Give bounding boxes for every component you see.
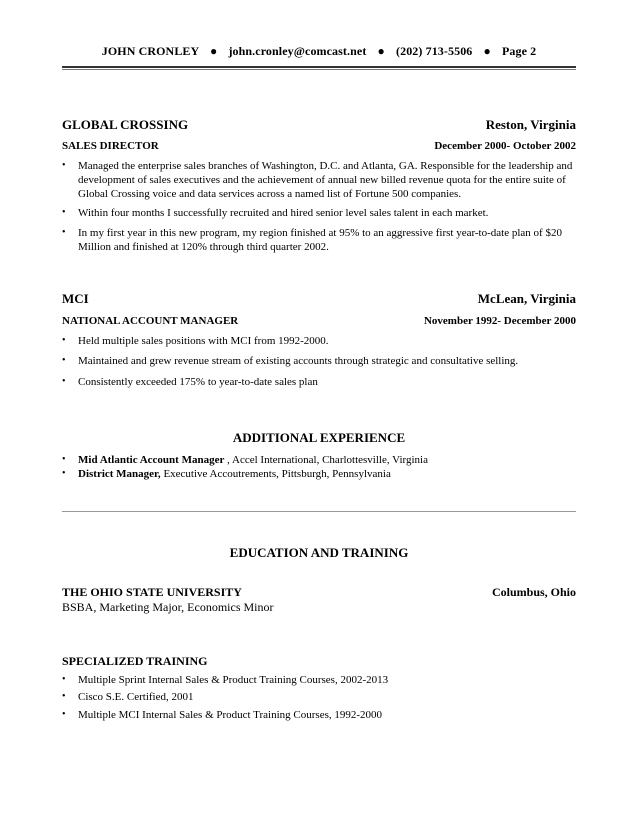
bullet-text: Managed the enterprise sales branches of Washington, D.C. and Atlanta, GA. Responsible for the leadership and development of sales executives and the achievement of annual new billed revenue quota for the entire suite of Global Crossing voice and data services across a named list of Fortune 500 companies. (78, 160, 573, 200)
bullet-text: Held multiple sales positions with MCI from 1992-2000. (78, 335, 329, 347)
header-page-number: Page 2 (501, 44, 537, 58)
job-bullet (62, 226, 574, 254)
job-bullet (62, 354, 574, 368)
header-separator: ● (377, 44, 385, 58)
bullet-icon: • (62, 674, 66, 685)
training-text: Cisco S.E. Certified, 2001 (78, 691, 194, 703)
additional-item (62, 467, 574, 481)
bullet-icon: • (62, 468, 66, 479)
bullet-text: In my first year in this new program, my region finished at 95% to an aggressive first year-to-date plan of $20 Million and finished at 120% through third quarter 2002. (78, 227, 562, 253)
training-text: Multiple Sprint Internal Sales & Product Training Courses, 2002-2013 (78, 674, 389, 686)
bullet-icon: • (62, 691, 66, 702)
bullet-icon: • (62, 207, 66, 218)
job-title: SALES DIRECTOR (62, 140, 159, 152)
bullet-icon: • (62, 454, 66, 465)
bullet-icon: • (62, 376, 66, 387)
header-name: JOHN CRONLEY (101, 44, 199, 58)
job-dates: December 2000- October 2002 (434, 140, 576, 152)
bullet-text: Maintained and grew revenue stream of existing accounts through strategic and consultative selling. (78, 355, 519, 367)
school-name: THE OHIO STATE UNIVERSITY (62, 585, 242, 599)
job-company: MCI (62, 291, 89, 306)
bullet-icon: • (62, 355, 66, 366)
additional-item (62, 453, 574, 467)
header-email: john.cronley@comcast.net (228, 44, 367, 58)
job-company: GLOBAL CROSSING (62, 117, 189, 132)
section-divider (62, 511, 576, 512)
job-location: Reston, Virginia (485, 117, 576, 132)
additional-role: Mid Atlantic Account Manager (78, 454, 225, 466)
bullet-text: Consistently exceeded 175% to year-to-date sales plan (78, 376, 318, 388)
job-location: McLean, Virginia (477, 291, 576, 306)
job-title: NATIONAL ACCOUNT MANAGER (62, 315, 239, 327)
job-bullet (62, 375, 574, 389)
header-separator: ● (483, 44, 491, 58)
additional-role: District Manager, (78, 468, 161, 480)
degree: BSBA, Marketing Major, Economics Minor (62, 600, 274, 614)
job-bullet (62, 159, 574, 201)
training-item (62, 708, 574, 722)
header-rule-thin (62, 69, 576, 70)
bullet-icon: • (62, 160, 66, 171)
training-item (62, 690, 574, 704)
page-header (0, 44, 638, 59)
job-bullet (62, 334, 574, 348)
training-heading: SPECIALIZED TRAINING (62, 654, 208, 668)
job-bullet (62, 206, 574, 220)
header-separator: ● (209, 44, 218, 58)
school-location: Columbus, Ohio (491, 585, 576, 599)
training-text: Multiple MCI Internal Sales & Product Training Courses, 1992-2000 (78, 709, 383, 721)
section-heading-education: EDUCATION AND TRAINING (229, 545, 409, 560)
header-rule-thick (62, 66, 576, 68)
additional-detail: Executive Accoutrements, Pittsburgh, Pennsylvania (160, 468, 391, 480)
section-heading-additional-experience: ADDITIONAL EXPERIENCE (232, 430, 406, 445)
bullet-icon: • (62, 335, 66, 346)
bullet-icon: • (62, 709, 66, 720)
job-dates: November 1992- December 2000 (423, 315, 576, 327)
bullet-icon: • (62, 227, 66, 238)
training-item (62, 673, 574, 687)
header-phone: (202) 713-5506 (396, 44, 473, 58)
additional-detail: , Accel International, Charlottesville, Virginia (224, 454, 428, 466)
bullet-text: Within four months I successfully recruited and hired senior level sales talent in each market. (78, 207, 489, 219)
